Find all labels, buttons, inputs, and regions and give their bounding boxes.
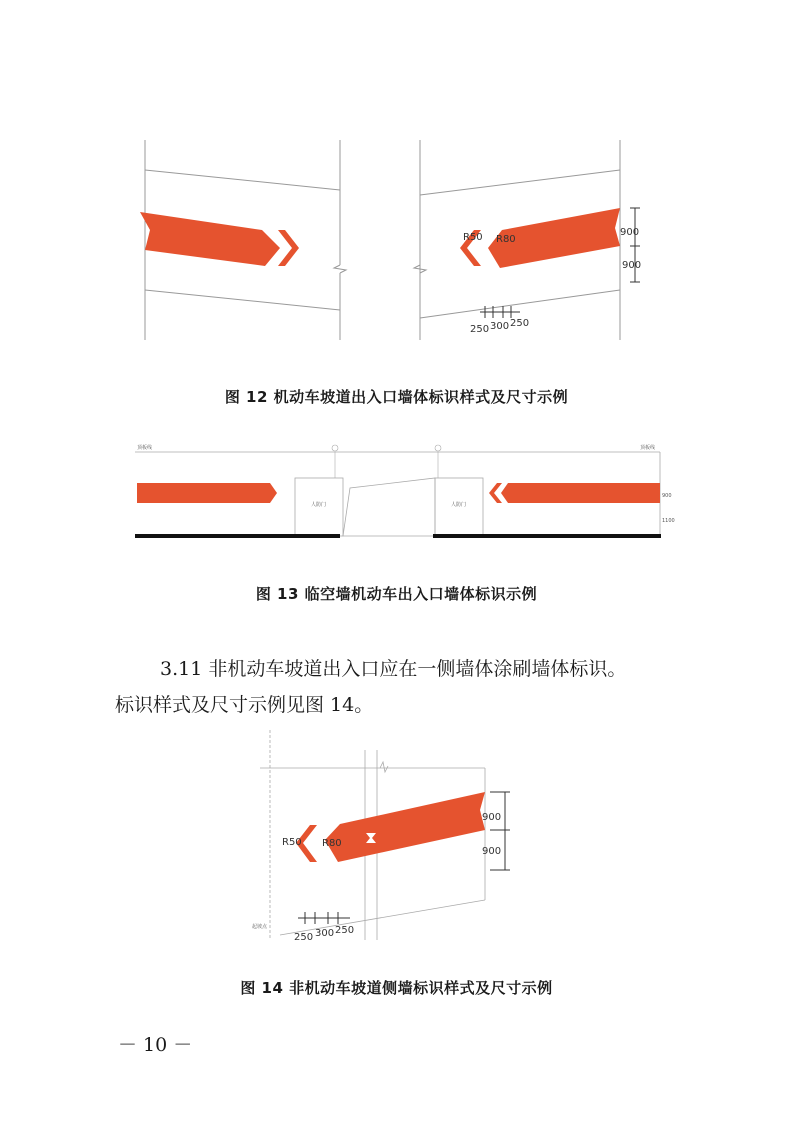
label-door-left: 人防门 — [311, 502, 327, 508]
label-300: 300 — [490, 321, 510, 332]
label-14-250-a: 250 — [294, 932, 314, 943]
label-top-right: 顶板线 — [640, 445, 656, 451]
label-250-a: 250 — [470, 324, 490, 335]
label-14-900-a: 900 — [482, 812, 502, 823]
body-paragraph — [115, 651, 695, 723]
label-14-900-b: 900 — [482, 846, 502, 857]
figure-12-caption: 图 12 机动车坡道出入口墙体标识样式及尺寸示例 — [224, 388, 569, 406]
stripe-13-left — [137, 483, 277, 503]
label-900-b: 900 — [622, 260, 642, 271]
figure-13-diagram — [125, 440, 675, 545]
chevron-13 — [489, 483, 502, 503]
paragraph-line-1: 3.11 非机动车坡道出入口应在一侧墙体涂刷墙体标识。 — [160, 658, 627, 680]
label-13-900: 900 — [662, 493, 672, 499]
label-14-r50: R50 — [282, 837, 302, 848]
label-250-b: 250 — [510, 318, 530, 329]
label-14-r80: R80 — [322, 838, 342, 849]
label-r80: R80 — [496, 234, 516, 245]
label-900-a: 900 — [620, 227, 640, 238]
label-top-left: 顶板线 — [137, 445, 153, 451]
label-r50: R50 — [463, 232, 483, 243]
label-14-250-b: 250 — [335, 925, 355, 936]
page-number: － 10 － — [118, 1034, 193, 1056]
figure-13-caption: 图 13 临空墙机动车出入口墙体标识示例 — [255, 585, 538, 603]
label-start-point: 起坡点 — [252, 924, 268, 930]
figure-14-caption: 图 14 非机动车坡道侧墙标识样式及尺寸示例 — [240, 979, 553, 997]
label-14-300: 300 — [315, 928, 335, 939]
figure-12-diagram — [130, 140, 670, 350]
stripe-14 — [325, 792, 485, 862]
stripe-13-right — [501, 483, 660, 503]
figure-14-diagram — [250, 730, 530, 945]
paragraph-line-2: 标识样式及尺寸示例见图 14。 — [115, 694, 374, 716]
label-13-1100: 1100 — [662, 518, 675, 524]
chevron-left — [278, 230, 299, 266]
label-door-right: 人防门 — [451, 502, 467, 508]
stripe-left — [140, 212, 280, 266]
